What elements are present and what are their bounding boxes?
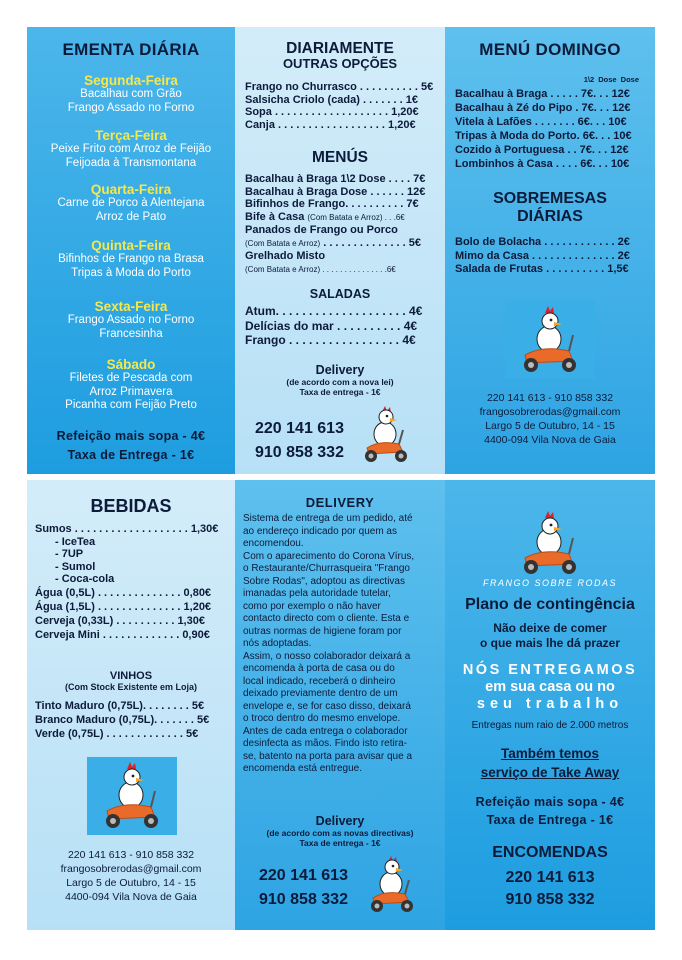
- dish: Frango Assado no Forno: [67, 101, 195, 114]
- dish: Bacalhau com Grão: [80, 88, 182, 100]
- domingo-item: Bacalhau à Braga . . . . . 7€. . . 12€: [455, 88, 630, 100]
- phone-list: [445, 867, 655, 911]
- phone-number: 220 141 613: [255, 420, 344, 437]
- delivery-fee: Taxa de entrega - 1€: [299, 838, 381, 848]
- title-line: DIÁRIAS: [517, 208, 583, 225]
- body-line: se, batento na porta para avisar que a: [243, 750, 413, 762]
- delivery-fee: Taxa de entrega - 1€: [299, 387, 381, 397]
- menu-item-name: Bife à Casa: [245, 210, 305, 223]
- drink-item: Sumos . . . . . . . . . . . . . . . . . . . 1,30€: [35, 523, 219, 535]
- delivery-title: DELIVERY: [305, 495, 375, 510]
- body-line: Antes de cada entrega o colaborador: [243, 725, 408, 737]
- day-block: [27, 128, 235, 170]
- bebidas-list: [35, 523, 218, 642]
- logo-box: [87, 757, 177, 835]
- dish: Carne de Porco à Alentejana: [57, 197, 205, 209]
- drink-item: Água (1,5L) . . . . . . . . . . . . . . 1,20€: [35, 600, 212, 613]
- wine-item: Verde (0,75L) . . . . . . . . . . . . . 5€: [35, 728, 199, 740]
- body-line: Sistema de entrega de um pedido, até: [243, 513, 413, 524]
- menu-item: Bacalhau à Braga Dose . . . . . . 12€: [245, 185, 426, 198]
- phone-number: 910 858 332: [259, 891, 348, 908]
- domingo-item: Tripas à Moda do Porto. 6€. . . 10€: [455, 130, 632, 142]
- contact-block: [27, 848, 235, 904]
- text-line: em sua casa ou no: [485, 679, 615, 695]
- menu-item-sub: (Com Batata e Arroz) . . . . . . . . . . . . . . .6€: [245, 264, 396, 274]
- saladas-list: [245, 304, 422, 348]
- dose-header: 1\2 Dose Dose: [583, 75, 639, 84]
- day-label: Quarta-Feira: [90, 182, 172, 197]
- option-item: Salsicha Criolo (cada) . . . . . . . 1€: [245, 93, 419, 106]
- ementa-diaria-panel: [27, 27, 235, 474]
- sumo-type: - IceTea: [55, 535, 96, 548]
- phone-number: 910 858 332: [505, 891, 595, 908]
- salad-item: Delícias do mar . . . . . . . . . . 4€: [245, 318, 418, 333]
- phone-number: 220 141 613: [505, 869, 595, 886]
- domingo-title: MENÚ DOMINGO: [479, 40, 621, 59]
- delivery-body: [243, 513, 439, 776]
- text-line: Não deixe de comer: [493, 621, 607, 635]
- menu-item-sub: (Com Batata e Arroz): [245, 238, 321, 248]
- body-line: encomenda está entregue.: [243, 763, 362, 774]
- address: 4400-094 Vila Nova de Gaia: [65, 891, 197, 903]
- dish: Bifinhos de Frango na Brasa: [58, 253, 204, 265]
- sobremesas-title: [445, 190, 655, 226]
- domingo-item: Bacalhau à Zé do Pipo . 7€. . . 12€: [455, 102, 631, 114]
- dish: Tripas à Moda do Porto: [71, 266, 191, 279]
- day-label: Terça-Feira: [95, 128, 167, 143]
- price-footer: [445, 793, 655, 829]
- body-line: Com o aparecimento do Corona Vírus,: [243, 550, 415, 562]
- body-line: deixado previamente dentro de um: [243, 688, 398, 699]
- menu-item: Panados de Frango ou Porco: [245, 224, 398, 236]
- delivery-title: Delivery: [315, 363, 365, 377]
- day-label: Sexta-Feira: [94, 299, 168, 314]
- wine-item: Tinto Maduro (0,75L). . . . . . . . 5€: [35, 700, 205, 712]
- raio: Entregas num raio de 2.000 metros: [471, 720, 629, 731]
- text-line: NÓS ENTREGAMOS: [462, 662, 638, 678]
- dish: Picanha com Feijão Preto: [65, 399, 197, 411]
- price-footer: [27, 429, 235, 462]
- wine-item: Branco Maduro (0,75L). . . . . . . 5€: [35, 714, 210, 726]
- sumo-type: - 7UP: [55, 548, 84, 560]
- phone-number: 910 858 332: [255, 444, 344, 461]
- mascot-scooter-icon: [87, 757, 177, 835]
- mascot-scooter-icon: [365, 854, 417, 916]
- email: frangosobrerodas@gmail.com: [60, 863, 202, 875]
- day-label: Quinta-Feira: [91, 238, 171, 253]
- options-list: [245, 81, 433, 131]
- body-line: nós adoptadas.: [243, 638, 312, 649]
- phone-list: [259, 864, 348, 912]
- vinhos-list: [35, 699, 209, 741]
- diariamente-title: [235, 41, 445, 71]
- day-block: [27, 238, 235, 280]
- menus-list: [245, 173, 425, 276]
- day-block: [27, 73, 235, 115]
- domingo-list: [455, 87, 632, 171]
- body-line: ao endereço indicado por quem as: [243, 525, 397, 537]
- menu-domingo-panel: [445, 27, 655, 474]
- body-line: o Restaurante/Churrasqueira "Frango: [243, 563, 410, 574]
- address: 4400-094 Vila Nova de Gaia: [484, 434, 616, 446]
- body-line: imanadas pela autoridade tutelar,: [243, 588, 391, 599]
- meal-price: Refeição mais sopa - 4€: [56, 429, 206, 443]
- text-line: o que mais lhe dá prazer: [479, 636, 621, 650]
- address: Largo 5 de Outubro, 14 - 15: [485, 420, 615, 432]
- delivery-subtitle: Delivery: [315, 814, 365, 828]
- entregamos: [445, 662, 655, 713]
- drink-item: Cerveja (0,33L) . . . . . . . . . . 1,30€: [35, 614, 205, 627]
- dish: Feijoada à Transmontana: [65, 156, 197, 169]
- dessert-item: Bolo de Bolacha . . . . . . . . . . . . 2€: [455, 236, 630, 248]
- dish: Arroz de Pato: [95, 210, 167, 223]
- dish: Frango Assado no Forno: [67, 314, 195, 326]
- day-block: [27, 299, 235, 341]
- mascot-scooter-icon: [513, 510, 589, 576]
- body-line: Assim, o nosso colaborador deixará a: [243, 650, 411, 662]
- phone-list: [255, 417, 344, 465]
- body-line: local indicado, receberá o dinheiro: [243, 675, 396, 687]
- menu-item: Bacalhau à Braga 1\2 Dose . . . . 7€: [245, 173, 426, 185]
- text-line: Também temos: [500, 746, 600, 761]
- meal-price: Refeição mais sopa - 4€: [475, 795, 625, 809]
- day-block: [27, 357, 235, 413]
- brand-name: FRANGO SOBRE RODAS: [482, 578, 617, 588]
- body-line: envelope e, se for caso disso, deixará: [243, 700, 411, 712]
- address: Largo 5 de Outubro, 14 - 15: [66, 877, 196, 889]
- text-line: serviço de Take Away: [480, 765, 620, 780]
- delivery-info: [235, 363, 445, 397]
- delivery-note: (de acordo com as novas directivas): [266, 828, 414, 838]
- body-line: Sobre Rodas", adoptou as directivas: [243, 575, 405, 587]
- menu-item: Grelhado Misto: [245, 250, 326, 262]
- phone-number: 220 141 613: [259, 867, 348, 884]
- text-line: seu trabalho: [476, 696, 624, 712]
- dish: Filetes de Pescada com: [69, 372, 193, 384]
- contingencia-panel: [445, 480, 655, 930]
- delivery-fee: Taxa de Entrega - 1€: [67, 448, 195, 462]
- delivery-fee: Taxa de Entrega - 1€: [486, 813, 614, 827]
- sumo-type: - Coca-cola: [55, 573, 115, 585]
- menus-title: MENÚS: [312, 149, 368, 166]
- dessert-item: Salada de Frutas . . . . . . . . . . 1,5€: [455, 263, 629, 275]
- phones: 220 141 613 - 910 858 332: [67, 849, 195, 861]
- vinhos-title: VINHOS: [109, 670, 153, 682]
- dish: Peixe Frito com Arroz de Feijão: [50, 143, 212, 155]
- salad-item: Atum. . . . . . . . . . . . . . . . . . . . 4€: [245, 304, 423, 318]
- dish: Arroz Primavera: [89, 385, 173, 398]
- option-item: Sopa . . . . . . . . . . . . . . . . . . . 1,20€: [245, 106, 419, 118]
- drink-item: Água (0,5L) . . . . . . . . . . . . . . 0,80€: [35, 586, 212, 599]
- vinhos-header: [27, 670, 235, 692]
- ementa-title: EMENTA DIÁRIA: [62, 40, 200, 59]
- day-label: Sábado: [106, 357, 156, 372]
- menu-item-price: . . . . . . . . . . . . . . 5€: [323, 236, 422, 249]
- drink-item: Cerveja Mini . . . . . . . . . . . . . 0,90€: [35, 628, 210, 641]
- contact-block: [445, 391, 655, 447]
- domingo-item: Vitela à Lafões . . . . . . . 6€. . . 10€: [455, 116, 627, 128]
- body-line: como por exemplo o não haver: [243, 600, 381, 612]
- menu-item: Bifinhos de Frango. . . . . . . . . . 7€: [245, 198, 419, 210]
- menu-item: [245, 211, 425, 225]
- title-line: SOBREMESAS: [493, 190, 607, 207]
- logo-box: [505, 301, 595, 379]
- delivery-panel: [235, 480, 445, 930]
- body-line: desinfecta as mãos. Findo isto retira-: [243, 738, 407, 749]
- body-line: outras normas de higiene foram por: [243, 625, 402, 637]
- dish: Francesinha: [99, 327, 163, 340]
- domingo-item: Cozido à Portuguesa . . 7€. . . 12€: [455, 144, 629, 156]
- dessert-item: Mimo da Casa . . . . . . . . . . . . . . 2€: [455, 249, 630, 262]
- delivery-info: [235, 814, 445, 848]
- day-label: Segunda-Feira: [84, 73, 178, 88]
- domingo-item: Lombinhos à Casa . . . . 6€. . . 10€: [455, 158, 630, 170]
- menu-item-sub: (Com Batata e Arroz) . . .6€: [307, 212, 405, 222]
- take-away: [445, 744, 655, 782]
- vinhos-note: (Com Stock Existente em Loja): [64, 682, 198, 692]
- sumo-type: - Sumol: [55, 560, 96, 573]
- mascot-scooter-icon: [359, 404, 411, 466]
- body-line: encomenda à porta de casa ou do: [243, 663, 395, 674]
- body-line: contacto directo com o cliente. Esta e: [243, 613, 410, 624]
- saladas-title: SALADAS: [309, 287, 371, 301]
- nao-deixe: [445, 621, 655, 651]
- day-block: [27, 182, 235, 224]
- email: frangosobrerodas@gmail.com: [479, 406, 621, 418]
- option-item: Frango no Churrasco . . . . . . . . . . 5€: [245, 81, 434, 93]
- diariamente-panel: [235, 27, 445, 474]
- bebidas-title: BEBIDAS: [90, 496, 172, 516]
- mascot-scooter-icon: [505, 301, 595, 379]
- body-line: o troco dentro do mesmo envelope.: [243, 713, 401, 724]
- option-item: Canja . . . . . . . . . . . . . . . . . . 1,20€: [245, 118, 416, 131]
- menu-item: [245, 237, 425, 251]
- bebidas-panel: [27, 480, 235, 930]
- menu-item: [245, 263, 425, 277]
- plano-title: Plano de contingência: [465, 596, 635, 613]
- phones: 220 141 613 - 910 858 332: [486, 392, 614, 404]
- salad-item: Frango . . . . . . . . . . . . . . . . . 4€: [245, 333, 416, 347]
- title-line: DIARIAMENTE: [286, 40, 394, 57]
- title-line: OUTRAS OPÇÕES: [282, 56, 398, 71]
- sobremesas-list: [455, 236, 630, 277]
- body-line: encomendou.: [243, 538, 304, 549]
- encomendas-title: ENCOMENDAS: [492, 844, 608, 861]
- delivery-note: (de acordo com a nova lei): [286, 377, 394, 387]
